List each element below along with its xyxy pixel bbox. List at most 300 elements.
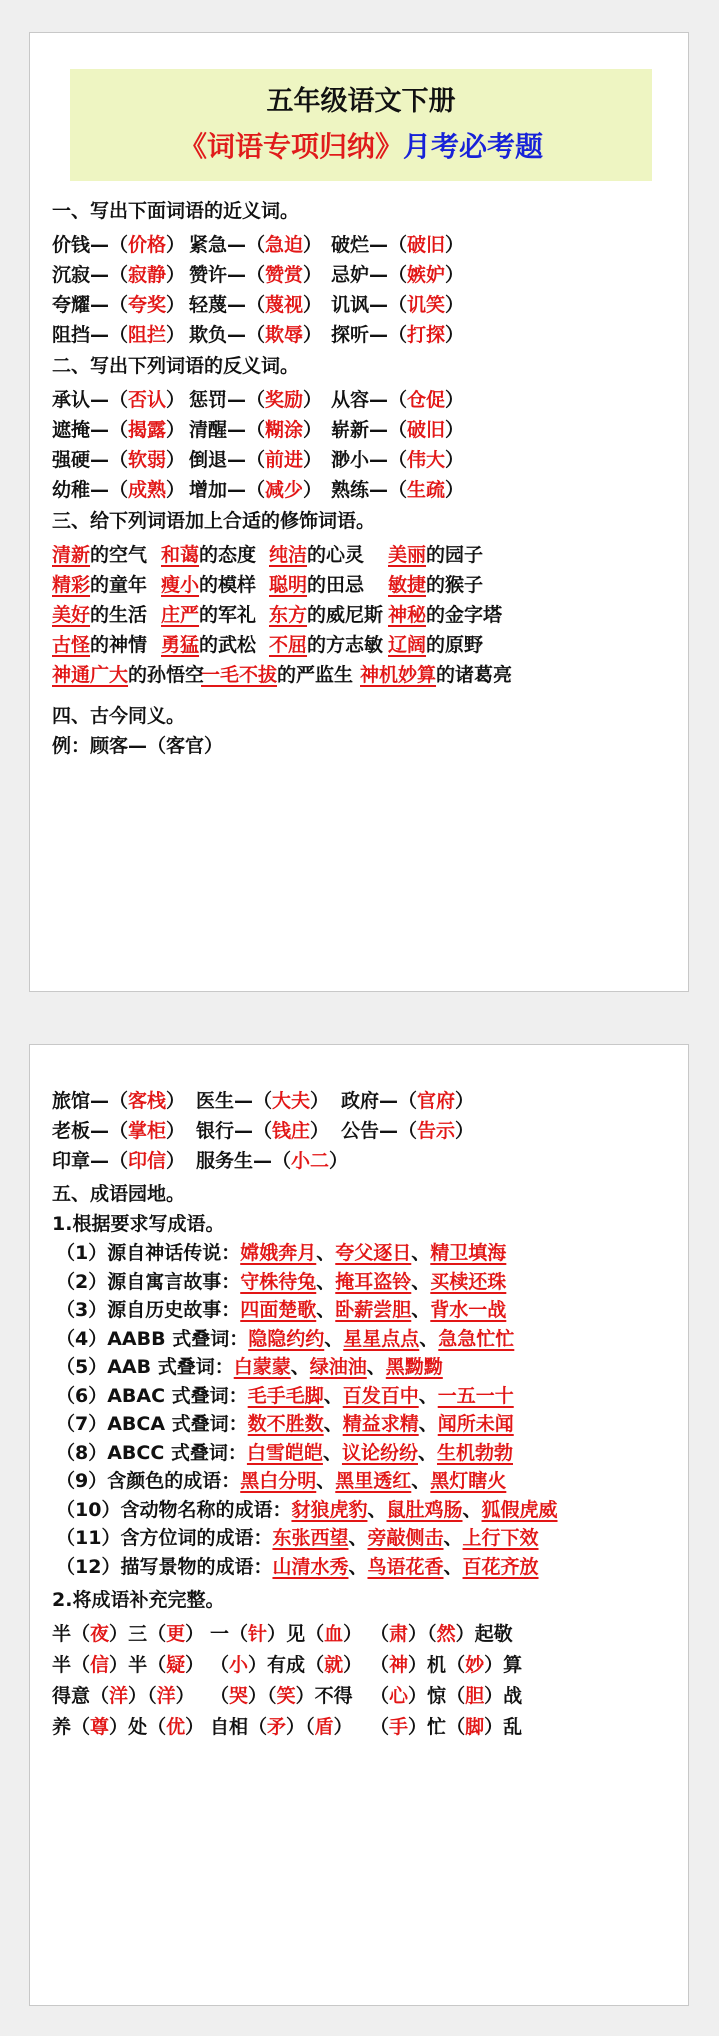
close-paren: ） bbox=[166, 294, 186, 316]
separator: 、 bbox=[443, 1555, 463, 1578]
answer: 客栈 bbox=[128, 1090, 167, 1112]
close-paren: ） bbox=[166, 1120, 186, 1142]
fill-answer: 脚 bbox=[465, 1716, 485, 1738]
fill-text: 有成 bbox=[267, 1654, 306, 1676]
answer: 阻拦 bbox=[128, 324, 167, 346]
dash: —（ bbox=[227, 234, 266, 256]
fill-text: ） bbox=[484, 1654, 504, 1676]
answer: 糊涂 bbox=[265, 419, 304, 441]
answer: 夸奖 bbox=[128, 294, 167, 316]
fill-text: 半 bbox=[52, 1623, 72, 1645]
dash: —（ bbox=[369, 449, 408, 471]
idiom: 山清水秀 bbox=[272, 1555, 349, 1578]
fill-text: ） bbox=[185, 1654, 205, 1676]
synonym-item bbox=[331, 230, 464, 257]
modifier-item bbox=[52, 660, 204, 687]
separator: 、 bbox=[323, 1413, 343, 1435]
dash: —（ bbox=[90, 264, 129, 286]
idiom: 白雪皑皑 bbox=[246, 1441, 323, 1464]
fill-text: 得意 bbox=[52, 1685, 91, 1707]
fill-idiom bbox=[370, 1619, 513, 1646]
fill-text: （ bbox=[305, 1716, 315, 1738]
fill-answer: 手 bbox=[389, 1716, 409, 1738]
idiom: 议论纷纷 bbox=[341, 1441, 418, 1464]
noun: 的态度 bbox=[199, 544, 257, 566]
word: 价钱 bbox=[52, 234, 91, 256]
word: 沉寂 bbox=[52, 264, 91, 286]
answer: 揭露 bbox=[128, 419, 167, 441]
word: 公告 bbox=[341, 1120, 380, 1142]
fill-answer: 然 bbox=[436, 1623, 456, 1645]
section1-heading: 一、写出下面词语的近义词。 bbox=[52, 200, 300, 222]
fill-text: （ bbox=[370, 1623, 390, 1645]
word: 医生 bbox=[196, 1090, 235, 1112]
fill-idiom bbox=[370, 1681, 522, 1708]
antonym-item bbox=[52, 385, 185, 412]
close-paren: ） bbox=[303, 294, 323, 316]
fill-text: （ bbox=[210, 1654, 230, 1676]
dash: —（ bbox=[90, 449, 129, 471]
word: 旅馆 bbox=[52, 1090, 91, 1112]
fill-text: ） bbox=[248, 1654, 268, 1676]
ancient-modern-item bbox=[196, 1146, 348, 1173]
close-paren: ） bbox=[445, 479, 465, 501]
fill-text: ） bbox=[109, 1716, 129, 1738]
dash: —（ bbox=[234, 1090, 273, 1112]
modifier-item bbox=[360, 660, 512, 687]
fill-answer: 盾 bbox=[314, 1716, 334, 1738]
modifier-item bbox=[388, 540, 483, 567]
word: 印章 bbox=[52, 1150, 91, 1172]
close-paren: ） bbox=[303, 389, 323, 411]
idiom-row bbox=[56, 1352, 443, 1379]
idiom-row bbox=[56, 1552, 539, 1579]
fill-answer: 就 bbox=[324, 1654, 344, 1676]
dash: —（ bbox=[227, 479, 266, 501]
synonym-item bbox=[189, 320, 322, 347]
noun: 的原野 bbox=[426, 634, 484, 656]
noun: 的心灵 bbox=[307, 544, 365, 566]
idiom: 绿油油 bbox=[309, 1356, 367, 1378]
separator: 、 bbox=[324, 1327, 344, 1350]
idiom: 星星点点 bbox=[343, 1327, 420, 1350]
modifier: 庄严 bbox=[161, 604, 200, 626]
separator: 、 bbox=[411, 1299, 431, 1321]
fill-text: ） bbox=[333, 1716, 353, 1738]
fill-answer: 针 bbox=[248, 1623, 268, 1645]
word: 夸耀 bbox=[52, 294, 91, 316]
fill-text: （ bbox=[370, 1716, 390, 1738]
fill-idiom bbox=[52, 1650, 204, 1677]
separator: 、 bbox=[316, 1470, 336, 1492]
fill-text: 见 bbox=[286, 1623, 306, 1645]
idiom-label: （10）含动物名称的成语： bbox=[56, 1498, 292, 1521]
word: 增加 bbox=[189, 479, 228, 501]
fill-idiom bbox=[52, 1712, 204, 1739]
answer: 印信 bbox=[128, 1150, 167, 1172]
separator: 、 bbox=[316, 1270, 336, 1293]
fill-text: （ bbox=[71, 1623, 91, 1645]
idiom: 白蒙蒙 bbox=[233, 1356, 291, 1378]
word: 崭新 bbox=[331, 419, 370, 441]
fill-idiom bbox=[52, 1619, 204, 1646]
antonym-item bbox=[52, 415, 185, 442]
fill-text: 乱 bbox=[503, 1716, 523, 1738]
dash: —（ bbox=[90, 324, 129, 346]
word: 幼稚 bbox=[52, 479, 91, 501]
close-paren: ） bbox=[166, 234, 186, 256]
fill-text: （ bbox=[248, 1716, 268, 1738]
section3-heading: 三、给下列词语加上合适的修饰词语。 bbox=[52, 510, 376, 532]
fill-text: ） bbox=[128, 1685, 148, 1707]
separator: 、 bbox=[462, 1498, 482, 1521]
fill-text: 惊 bbox=[427, 1685, 447, 1707]
idiom: 豺狼虎豹 bbox=[291, 1498, 368, 1521]
idiom: 精益求精 bbox=[342, 1413, 419, 1435]
dash: —（ bbox=[369, 389, 408, 411]
close-paren: ） bbox=[445, 449, 465, 471]
idiom: 急急忙忙 bbox=[438, 1327, 515, 1350]
fill-text: ） bbox=[109, 1654, 129, 1676]
modifier: 清新 bbox=[52, 544, 91, 566]
fill-text: （ bbox=[71, 1716, 91, 1738]
fill-text: 忙 bbox=[427, 1716, 447, 1738]
fill-text: （ bbox=[267, 1685, 277, 1707]
dash: —（ bbox=[379, 1090, 418, 1112]
idiom: 狐假虎威 bbox=[481, 1498, 558, 1521]
fill-answer: 信 bbox=[90, 1654, 110, 1676]
fill-text: 算 bbox=[503, 1654, 523, 1676]
idiom: 黑白分明 bbox=[240, 1470, 317, 1492]
fill-idiom bbox=[52, 1681, 195, 1708]
close-paren: ） bbox=[445, 324, 465, 346]
answer: 减少 bbox=[265, 479, 304, 501]
modifier-item bbox=[269, 570, 364, 597]
modifier: 勇猛 bbox=[161, 634, 200, 656]
fill-text: ） bbox=[248, 1685, 268, 1707]
idiom-sub2: 2.将成语补充完整。 bbox=[52, 1589, 225, 1611]
separator: 、 bbox=[418, 1384, 438, 1407]
close-paren: ） bbox=[166, 1150, 186, 1172]
modifier: 聪明 bbox=[269, 574, 308, 596]
idiom: 生机勃勃 bbox=[436, 1441, 513, 1464]
modifier-item bbox=[201, 660, 353, 687]
close-paren: ） bbox=[445, 264, 465, 286]
idiom: 上行下效 bbox=[462, 1527, 539, 1549]
modifier-item bbox=[52, 570, 147, 597]
page-card-1 bbox=[29, 32, 689, 992]
word: 惩罚 bbox=[189, 389, 228, 411]
idiom-label: （8）ABCC 式叠词： bbox=[56, 1441, 247, 1464]
separator: 、 bbox=[411, 1242, 431, 1264]
fill-answer: 心 bbox=[389, 1685, 409, 1707]
fill-text: ） bbox=[267, 1623, 287, 1645]
close-paren: ） bbox=[455, 1120, 475, 1142]
idiom-row bbox=[56, 1324, 514, 1351]
word: 渺小 bbox=[331, 449, 370, 471]
dash: —（ bbox=[90, 479, 129, 501]
idiom-label: （6）ABAC 式叠词： bbox=[56, 1384, 248, 1407]
close-paren: ） bbox=[166, 389, 186, 411]
separator: 、 bbox=[290, 1356, 310, 1378]
idiom: 百花齐放 bbox=[462, 1555, 539, 1578]
fill-answer: 小 bbox=[229, 1654, 249, 1676]
noun: 的空气 bbox=[90, 544, 148, 566]
idiom-label: （11）含方位词的成语： bbox=[56, 1527, 273, 1549]
dash: —（ bbox=[90, 234, 129, 256]
fill-text: ） bbox=[295, 1685, 315, 1707]
answer: 生疏 bbox=[407, 479, 446, 501]
answer: 告示 bbox=[417, 1120, 456, 1142]
idiom-label: （4）AABB 式叠词： bbox=[56, 1327, 249, 1350]
close-paren: ） bbox=[455, 1090, 475, 1112]
close-paren: ） bbox=[303, 264, 323, 286]
ancient-modern-item bbox=[196, 1086, 329, 1113]
title-box bbox=[70, 69, 652, 181]
word: 紧急 bbox=[189, 234, 228, 256]
answer: 掌柜 bbox=[128, 1120, 167, 1142]
answer: 欺辱 bbox=[265, 324, 304, 346]
title-line-2 bbox=[70, 125, 652, 165]
idiom-row bbox=[56, 1295, 506, 1322]
modifier-item bbox=[388, 570, 483, 597]
idiom-label: （3）源自历史故事： bbox=[56, 1299, 241, 1321]
dash: —（ bbox=[90, 1090, 129, 1112]
answer: 钱庄 bbox=[272, 1120, 311, 1142]
synonym-item bbox=[52, 290, 185, 317]
dash: —（ bbox=[227, 449, 266, 471]
separator: 、 bbox=[411, 1470, 431, 1492]
idiom-row bbox=[56, 1438, 513, 1465]
separator: 、 bbox=[323, 1384, 343, 1407]
idiom: 黑灯瞎火 bbox=[430, 1470, 507, 1492]
word: 银行 bbox=[196, 1120, 235, 1142]
idiom: 守株待兔 bbox=[240, 1270, 317, 1293]
modifier: 瘦小 bbox=[161, 574, 200, 596]
close-paren: ） bbox=[166, 419, 186, 441]
idiom: 买椟还珠 bbox=[430, 1270, 507, 1293]
fill-text: 起敬 bbox=[474, 1623, 513, 1645]
fill-answer: 胆 bbox=[465, 1685, 485, 1707]
answer: 赞赏 bbox=[265, 264, 304, 286]
synonym-item bbox=[331, 260, 464, 287]
answer: 讥笑 bbox=[407, 294, 446, 316]
fill-idiom bbox=[210, 1712, 353, 1739]
idiom: 毛手毛脚 bbox=[247, 1384, 324, 1407]
title-line-1: 五年级语文下册 bbox=[266, 86, 456, 117]
idiom: 旁敲侧击 bbox=[367, 1527, 444, 1549]
answer: 寂静 bbox=[128, 264, 167, 286]
dash: —（ bbox=[369, 234, 408, 256]
answer: 价格 bbox=[128, 234, 167, 256]
dash: —（ bbox=[90, 1120, 129, 1142]
close-paren: ） bbox=[310, 1090, 330, 1112]
fill-text: （ bbox=[210, 1685, 230, 1707]
close-paren: ） bbox=[445, 389, 465, 411]
separator: 、 bbox=[419, 1327, 439, 1350]
word: 政府 bbox=[341, 1090, 380, 1112]
modifier: 神机妙算 bbox=[360, 664, 437, 686]
dash: —（ bbox=[379, 1120, 418, 1142]
answer: 打探 bbox=[407, 324, 446, 346]
idiom-row bbox=[56, 1409, 514, 1436]
close-paren: ） bbox=[166, 324, 186, 346]
fill-text: （ bbox=[370, 1654, 390, 1676]
modifier-item bbox=[388, 600, 502, 627]
fill-text: （ bbox=[305, 1623, 325, 1645]
modifier: 一毛不拔 bbox=[201, 664, 278, 686]
modifier-item bbox=[52, 540, 147, 567]
fill-text: ） bbox=[408, 1654, 428, 1676]
separator: 、 bbox=[348, 1555, 368, 1578]
answer: 官府 bbox=[417, 1090, 456, 1112]
close-paren: ） bbox=[445, 294, 465, 316]
noun: 的威尼斯 bbox=[307, 604, 384, 626]
idiom-row bbox=[56, 1381, 514, 1408]
idiom-sub1: 1.根据要求写成语。 bbox=[52, 1213, 225, 1235]
idiom: 黑黝黝 bbox=[385, 1356, 443, 1378]
fill-text: ） bbox=[343, 1623, 363, 1645]
modifier: 和蔼 bbox=[161, 544, 200, 566]
word: 赞许 bbox=[189, 264, 228, 286]
fill-idiom bbox=[210, 1619, 362, 1646]
antonym-item bbox=[52, 475, 185, 502]
idiom-label: （2）源自寓言故事： bbox=[56, 1270, 241, 1293]
fill-text: 半 bbox=[52, 1654, 72, 1676]
dash: —（ bbox=[369, 479, 408, 501]
modifier: 神通广大 bbox=[52, 664, 129, 686]
idiom: 四面楚歌 bbox=[240, 1299, 317, 1321]
modifier-item bbox=[161, 540, 256, 567]
antonym-item bbox=[331, 415, 464, 442]
synonym-item bbox=[331, 290, 464, 317]
fill-answer: 优 bbox=[166, 1716, 186, 1738]
dash: —（ bbox=[227, 264, 266, 286]
title-blue: 月考必考题 bbox=[403, 130, 544, 163]
modifier-item bbox=[269, 630, 383, 657]
antonym-item bbox=[52, 445, 185, 472]
close-paren: ） bbox=[303, 234, 323, 256]
fill-text: ） bbox=[408, 1685, 428, 1707]
modifier: 不屈 bbox=[269, 634, 308, 656]
fill-text: 不得 bbox=[314, 1685, 353, 1707]
idiom-label: （12）描写景物的成语： bbox=[56, 1555, 273, 1578]
noun: 的童年 bbox=[90, 574, 148, 596]
fill-answer: 肃 bbox=[389, 1623, 409, 1645]
noun: 的神情 bbox=[90, 634, 148, 656]
idiom: 精卫填海 bbox=[430, 1242, 507, 1264]
answer: 破旧 bbox=[407, 419, 446, 441]
fill-text: （ bbox=[446, 1685, 466, 1707]
idiom: 背水一战 bbox=[430, 1299, 507, 1321]
idiom: 隐隐约约 bbox=[248, 1327, 325, 1350]
modifier: 敏捷 bbox=[388, 574, 427, 596]
dash: —（ bbox=[227, 294, 266, 316]
word: 探听 bbox=[331, 324, 370, 346]
answer: 成熟 bbox=[128, 479, 167, 501]
fill-idiom bbox=[370, 1650, 522, 1677]
idiom: 鼠肚鸡肠 bbox=[386, 1498, 463, 1521]
fill-answer: 妙 bbox=[465, 1654, 485, 1676]
modifier-item bbox=[269, 540, 364, 567]
idiom-row bbox=[56, 1495, 558, 1522]
ancient-modern-item bbox=[52, 1116, 185, 1143]
separator: 、 bbox=[417, 1441, 437, 1464]
ancient-modern-item bbox=[341, 1116, 474, 1143]
idiom-label: （9）含颜色的成语： bbox=[56, 1470, 241, 1492]
fill-text: 一 bbox=[210, 1623, 230, 1645]
answer: 嫉妒 bbox=[407, 264, 446, 286]
idiom: 掩耳盗铃 bbox=[335, 1270, 412, 1293]
fill-text: ） bbox=[286, 1716, 306, 1738]
fill-text: （ bbox=[147, 1685, 157, 1707]
fill-text: ） bbox=[175, 1685, 195, 1707]
separator: 、 bbox=[411, 1270, 431, 1293]
separator: 、 bbox=[443, 1527, 463, 1549]
modifier-item bbox=[161, 600, 256, 627]
noun: 的军礼 bbox=[199, 604, 257, 626]
fill-answer: 洋 bbox=[156, 1685, 176, 1707]
close-paren: ） bbox=[445, 419, 465, 441]
separator: 、 bbox=[348, 1527, 368, 1549]
noun: 的生活 bbox=[90, 604, 148, 626]
idiom: 一五一十 bbox=[437, 1384, 514, 1407]
dash: —（ bbox=[369, 324, 408, 346]
dash: —（ bbox=[369, 264, 408, 286]
dash: —（ bbox=[227, 389, 266, 411]
answer: 蔑视 bbox=[265, 294, 304, 316]
fill-text: ） bbox=[343, 1654, 363, 1676]
close-paren: ） bbox=[166, 449, 186, 471]
antonym-item bbox=[331, 475, 464, 502]
idiom-row bbox=[56, 1466, 506, 1493]
section4-heading: 四、古今同义。 bbox=[52, 705, 186, 727]
idiom: 卧薪尝胆 bbox=[335, 1299, 412, 1321]
fill-text: ） bbox=[185, 1623, 205, 1645]
page-card-2 bbox=[29, 1044, 689, 2006]
fill-answer: 洋 bbox=[109, 1685, 129, 1707]
word: 忌妒 bbox=[331, 264, 370, 286]
noun: 的严监生 bbox=[277, 664, 354, 686]
fill-text: （ bbox=[147, 1716, 167, 1738]
word: 从容 bbox=[331, 389, 370, 411]
fill-idiom bbox=[210, 1650, 362, 1677]
fill-text: ） bbox=[484, 1685, 504, 1707]
synonym-item bbox=[189, 230, 322, 257]
idiom: 闻所未闻 bbox=[437, 1413, 514, 1435]
answer: 前进 bbox=[265, 449, 304, 471]
dash: —（ bbox=[369, 294, 408, 316]
fill-text: （ bbox=[90, 1685, 110, 1707]
noun: 的武松 bbox=[199, 634, 257, 656]
fill-text: ） bbox=[408, 1623, 428, 1645]
fill-answer: 疑 bbox=[166, 1654, 186, 1676]
antonym-item bbox=[189, 385, 322, 412]
fill-text: （ bbox=[305, 1654, 325, 1676]
modifier-item bbox=[388, 630, 483, 657]
noun: 的园子 bbox=[426, 544, 484, 566]
dash: —（ bbox=[90, 389, 129, 411]
word: 轻蔑 bbox=[189, 294, 228, 316]
close-paren: ） bbox=[303, 479, 323, 501]
idiom-label: （1）源自神话传说： bbox=[56, 1242, 241, 1264]
fill-answer: 哭 bbox=[229, 1685, 249, 1707]
noun: 的田忌 bbox=[307, 574, 365, 596]
fill-text: （ bbox=[370, 1685, 390, 1707]
word: 老板 bbox=[52, 1120, 91, 1142]
ancient-modern-item bbox=[196, 1116, 329, 1143]
answer: 大夫 bbox=[272, 1090, 311, 1112]
